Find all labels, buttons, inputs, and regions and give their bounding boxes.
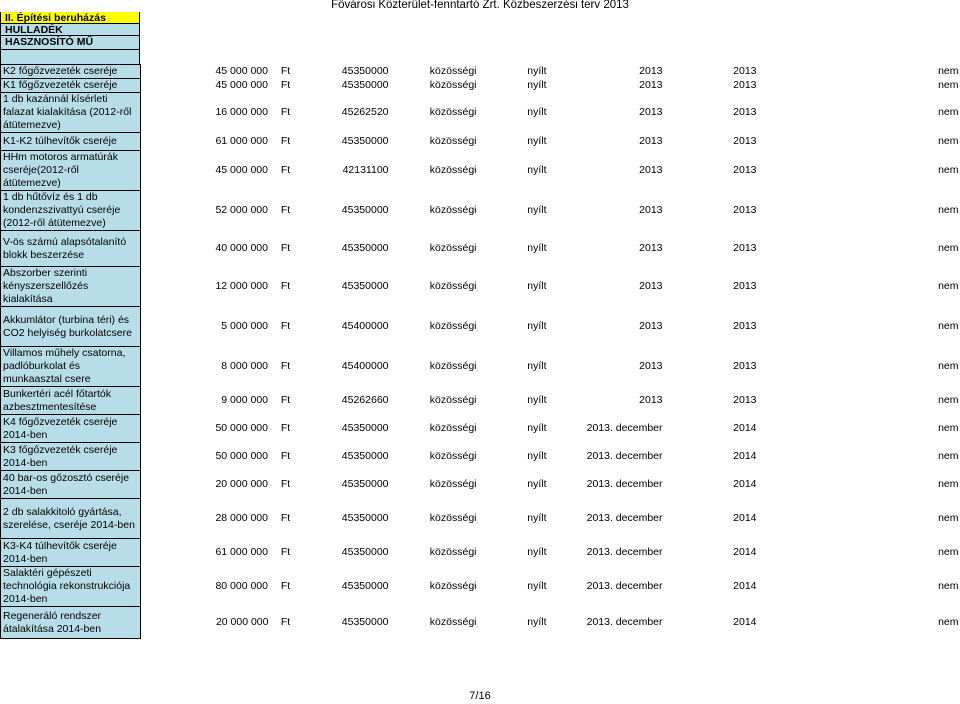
table-row [1,499,960,539]
option-flag: nem [938,360,959,372]
start-date: 2013 [639,106,663,118]
start-date: 2013 [639,65,663,77]
end-date: 2013 [733,135,757,147]
cpv-code: 45350000 [341,204,389,216]
start-date: 2013 [639,360,663,372]
item-description: Akkumlátor (turbina téri) és CO2 helyiség burkolatcsere [1,307,141,347]
procedure-type: nyílt [527,546,547,558]
procurement-table [0,64,960,639]
procedure-type: nyílt [527,580,547,592]
end-date: 2013 [733,79,757,91]
estimated-value: 61 000 000 [215,135,268,147]
currency: Ft [280,616,291,628]
option-flag: nem [938,106,959,118]
procedure-type: nyílt [527,79,547,91]
end-date: 2014 [733,580,757,592]
procurement-regime: közösségi [429,204,477,216]
estimated-value: 20 000 000 [215,616,269,628]
table-row [1,151,960,191]
cpv-code: 45400000 [341,360,389,372]
currency: Ft [280,135,291,147]
item-description: K4 főgőzvezeték cseréje 2014-ben [1,415,141,443]
cpv-code: 42131100 [342,164,389,176]
currency: Ft [280,204,291,216]
currency: Ft [280,450,291,462]
table-row [1,231,960,267]
start-date: 2013. december [586,512,663,524]
table-row [1,443,960,471]
cpv-code: 45350000 [341,616,389,628]
currency: Ft [280,422,291,434]
table-row [1,93,960,133]
currency: Ft [280,512,291,524]
page-header [0,0,960,12]
option-flag: nem [938,204,959,216]
end-date: 2014 [733,478,757,490]
option-flag: nem [938,135,959,147]
procurement-regime: közösségi [429,450,477,462]
cpv-code: 45350000 [341,280,389,292]
cpv-code: 45350000 [341,242,389,254]
end-date: 2013 [733,65,757,77]
end-date: 2014 [733,512,757,524]
item-description: K2 főgőzvezeték cseréje [1,65,141,79]
end-date: 2013 [733,204,757,216]
start-date: 2013. december [586,616,663,628]
procurement-regime: közösségi [429,135,477,147]
procedure-type: nyílt [527,512,547,524]
table-row [1,267,960,307]
procurement-regime: közösségi [429,580,477,592]
procurement-regime: közösségi [429,242,477,254]
procedure-type: nyílt [527,204,547,216]
item-description: K1-K2 túlhevítők cseréje [1,133,141,151]
cpv-code: 45350000 [341,512,389,524]
subcategory-title: HASZNOSÍTÓ MŰ [0,36,140,50]
currency: Ft [280,580,291,592]
option-flag: nem [938,65,959,77]
procurement-regime: közösségi [429,616,477,628]
end-date: 2013 [733,394,757,406]
procurement-regime: közösségi [429,320,477,332]
procedure-type: nyílt [527,360,547,372]
procedure-type: nyílt [527,242,547,254]
item-description: Abszorber szerinti kényszerszellőzés kialakítása [1,267,141,307]
item-description: Bunkertéri acél főtartók azbesztmentesítése [1,387,141,415]
option-flag: nem [938,164,959,176]
option-flag: nem [938,450,959,462]
start-date: 2013 [639,320,663,332]
procedure-type: nyílt [527,65,547,77]
end-date: 2013 [733,320,757,332]
procedure-type: nyílt [527,422,547,434]
option-flag: nem [938,320,959,332]
item-description: K3-K4 túlhevítők cseréje 2014-ben [1,539,141,567]
estimated-value: 45 000 000 [215,65,268,77]
procurement-regime: közösségi [429,164,477,176]
option-flag: nem [938,79,959,91]
procurement-regime: közösségi [429,360,477,372]
procurement-regime: közösségi [429,512,477,524]
section-title: II. Építési beruházás [0,12,140,24]
currency: Ft [280,546,291,558]
item-description: 2 db salakkitoló gyártása, szerelése, cseréje 2014-ben [1,499,141,539]
procedure-type: nyílt [527,106,547,118]
start-date: 2013 [639,79,663,91]
option-flag: nem [938,394,959,406]
item-description: V-ös számú alapsótalanító blokk beszerzése [1,231,141,267]
start-date: 2013. december [586,450,663,462]
table-row [1,79,960,93]
estimated-value: 20 000 000 [215,478,268,490]
table-row [1,191,960,231]
estimated-value: 52 000 000 [215,204,268,216]
cpv-code: 45350000 [341,478,389,490]
item-description: K1 főgőzvezeték cseréje [1,79,141,93]
start-date: 2013 [639,280,663,292]
estimated-value: 12 000 000 [215,280,268,292]
estimated-value: 50 000 000 [215,422,268,434]
procurement-regime: közösségi [429,422,477,434]
table-row [1,415,960,443]
currency: Ft [280,164,291,176]
cpv-code: 45262520 [341,106,389,118]
procedure-type: nyílt [527,280,547,292]
currency: Ft [280,79,291,91]
start-date: 2013. december [586,546,663,558]
option-flag: nem [938,616,959,628]
procedure-type: nyílt [527,450,547,462]
item-description: 40 bar-os gőzosztó cseréje 2014-ben [1,471,141,499]
start-date: 2013. december [586,422,663,434]
estimated-value: 9 000 000 [221,394,268,406]
document-title: Fővárosi Közterület-fenntartó Zrt. Közbeszerzési terv 2013 [331,0,629,11]
procedure-type: nyílt [527,135,547,147]
option-flag: nem [938,512,959,524]
cpv-code: 45400000 [341,320,389,332]
currency: Ft [280,360,291,372]
end-date: 2013 [733,280,757,292]
option-flag: nem [938,478,959,490]
currency: Ft [280,320,291,332]
item-description: 1 db kazánnál kísérleti falazat kialakítása (2012-ről átütemezve) [1,93,141,133]
estimated-value: 50 000 000 [215,450,268,462]
currency: Ft [280,242,291,254]
end-date: 2014 [733,616,757,628]
start-date: 2013 [639,164,663,176]
estimated-value: 40 000 000 [215,242,268,254]
item-description: Salaktéri gépészeti technológia rekonstrukciója 2014-ben [1,567,141,607]
cpv-code: 45350000 [341,79,389,91]
start-date: 2013. december [586,580,663,592]
page-number: 7/16 [469,690,491,702]
procurement-regime: közösségi [429,546,477,558]
estimated-value: 16 000 000 [215,106,268,118]
estimated-value: 80 000 000 [215,580,268,592]
cpv-code: 45350000 [341,135,389,147]
currency: Ft [280,478,291,490]
table-row [1,347,960,387]
currency: Ft [280,280,291,292]
category-title: HULLADÉK [0,24,140,36]
option-flag: nem [938,242,959,254]
option-flag: nem [938,580,959,592]
spacer-cell [0,50,140,64]
procedure-type: nyílt [527,394,547,406]
cpv-code: 45350000 [341,546,389,558]
table-row [1,133,960,151]
item-description: K3 főgőzvezeték cseréje 2014-ben [1,443,141,471]
procurement-regime: közösségi [429,106,477,118]
procurement-regime: közösségi [429,478,477,490]
procedure-type: nyílt [527,616,547,628]
currency: Ft [280,65,291,77]
cpv-code: 45350000 [341,422,389,434]
estimated-value: 61 000 000 [215,546,268,558]
procedure-type: nyílt [527,164,547,176]
table-row [1,65,960,79]
estimated-value: 28 000 000 [215,512,268,524]
option-flag: nem [938,280,959,292]
option-flag: nem [938,546,959,558]
end-date: 2014 [733,450,757,462]
start-date: 2013 [639,394,663,406]
item-description: HHm motoros armatúrák cseréje(2012-ről átütemezve) [1,151,141,191]
estimated-value: 45 000 000 [215,79,268,91]
start-date: 2013 [639,204,663,216]
item-description: Villamos műhely csatorna, padlóburkolat és munkaasztal csere [1,347,141,387]
start-date: 2013 [639,242,663,254]
estimated-value: 5 000 000 [221,320,268,332]
end-date: 2014 [733,546,757,558]
option-flag: nem [938,422,959,434]
table-row [1,607,960,639]
table-row [1,567,960,607]
end-date: 2013 [733,360,757,372]
procurement-regime: közösségi [429,394,477,406]
table-row [1,307,960,347]
table-row [1,539,960,567]
end-date: 2013 [733,106,757,118]
currency: Ft [280,394,291,406]
end-date: 2013 [733,164,757,176]
procedure-type: nyílt [527,320,547,332]
estimated-value: 45 000 000 [215,164,268,176]
item-description: 1 db hűtővíz és 1 db kondenzszivattyú cseréje (2012-ről átütemezve) [1,191,141,231]
procurement-regime: közösségi [429,280,477,292]
table-row [1,471,960,499]
cpv-code: 45262660 [341,394,389,406]
estimated-value: 8 000 000 [221,360,268,372]
table-row [1,387,960,415]
cpv-code: 45350000 [341,580,389,592]
cpv-code: 45350000 [341,65,389,77]
currency: Ft [280,106,291,118]
start-date: 2013. december [586,478,663,490]
cpv-code: 45350000 [341,450,389,462]
end-date: 2013 [733,242,757,254]
procurement-regime: közösségi [429,79,477,91]
end-date: 2014 [733,422,757,434]
procurement-regime: közösségi [429,65,477,77]
procedure-type: nyílt [527,478,547,490]
item-description: Regeneráló rendszer átalakítása 2014-ben [1,607,141,639]
start-date: 2013 [639,135,663,147]
